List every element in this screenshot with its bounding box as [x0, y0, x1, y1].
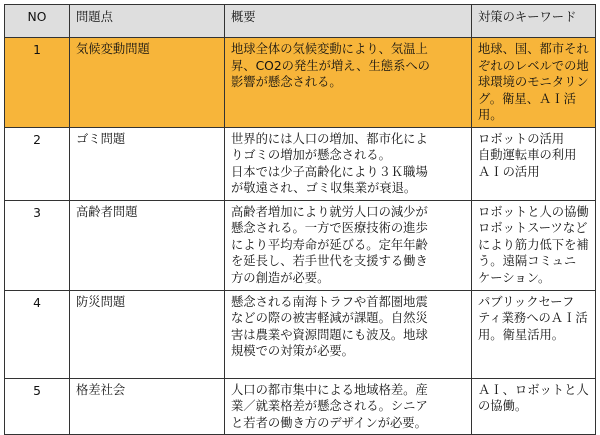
keyword-line: 用。衛星活用。 [478, 327, 565, 342]
issues-table-container [4, 4, 596, 435]
summary-line: 懸念される南海トラフや首都圏地震 [231, 294, 428, 309]
keyword-line: ロボットの活用 [478, 131, 565, 146]
keyword-line: グ。衛星、ＡＩ活用。 [478, 91, 576, 122]
row-summary [225, 38, 472, 128]
summary-line: りゴミの増加が懸念される。 [231, 148, 391, 162]
table-row [5, 378, 596, 435]
row-no: 4 [5, 290, 70, 378]
table-row [5, 290, 596, 378]
row-summary [225, 200, 472, 290]
table-row [5, 200, 596, 290]
summary-line: 規模での対策が必要。 [231, 344, 354, 358]
row-keywords [472, 38, 596, 128]
summary-line: 害は農業や資源問題にも波及。地球 [231, 327, 428, 342]
summary-line: 日本では少子高齢化により３Ｋ職場 [231, 164, 428, 179]
keyword-line: ＡＩ、ロボットと人 [478, 382, 589, 397]
header-keywords: 対策のキーワード [472, 5, 596, 38]
keyword-line: により筋力低下を補 [478, 237, 589, 252]
row-keywords [472, 200, 596, 290]
row-issue: 高齢者問題 [70, 200, 225, 290]
summary-line: 懸念される。一方で医療技術の進歩 [231, 221, 428, 235]
summary-line: 昇、CO2の発生が増え、生態系への [231, 58, 430, 73]
summary-line: 人口の都市集中による地域格差。産 [231, 382, 428, 397]
row-keywords [472, 378, 596, 435]
table-header-row [5, 5, 596, 38]
row-issue: 気候変動問題 [70, 38, 225, 128]
keyword-line: ＡＩの活用 [478, 164, 540, 179]
row-summary [225, 290, 472, 378]
summary-line: と若者の働き方のデザインが必要。 [231, 415, 427, 430]
summary-line: 影響が懸念される。 [231, 75, 342, 89]
row-issue: ゴミ問題 [70, 127, 225, 200]
row-keywords [472, 290, 596, 378]
summary-line: 地球全体の気候変動により、気温上 [231, 42, 428, 56]
summary-line: 高齢者増加により就労人口の減少が [231, 204, 428, 219]
row-no: 3 [5, 200, 70, 290]
header-issue: 問題点 [70, 5, 225, 38]
keyword-line: の協働。 [478, 399, 528, 413]
row-no: 5 [5, 378, 70, 435]
row-summary [225, 127, 472, 200]
table-row [5, 127, 596, 200]
keyword-line: ロボットスーツなど [478, 221, 588, 235]
row-no: 2 [5, 127, 70, 200]
keyword-line: ぞれのレベルでの地 [478, 58, 589, 73]
keyword-line: パブリックセーフ [478, 294, 575, 309]
keyword-line: ケーション。 [478, 270, 551, 285]
header-no: NO [5, 5, 70, 38]
summary-line: 業／就業格差が懸念される。シニア [231, 399, 428, 413]
keyword-line: う。遠隔コミュニ [478, 254, 577, 268]
summary-line: により平均寿命が延びる。定年年齢 [231, 237, 428, 252]
keyword-line: 球環境のモニタリン [478, 75, 589, 89]
summary-line: 方の創造が必要。 [231, 270, 330, 285]
row-issue: 防災問題 [70, 290, 225, 378]
keyword-line: 自動運転車の利用 [478, 148, 577, 162]
issues-table [4, 4, 596, 435]
keyword-line: 地球、国、都市それ [478, 42, 589, 56]
row-no: 1 [5, 38, 70, 128]
row-issue: 格差社会 [70, 378, 225, 435]
summary-line: 世界的には人口の増加、都市化によ [231, 131, 428, 146]
keyword-line: ティ業務へのＡＩ活 [478, 311, 588, 325]
summary-line: などの際の被害軽減が課題。自然災 [231, 311, 428, 325]
header-summary: 概要 [225, 5, 472, 38]
summary-line: が敬遠され、ゴミ収集業が衰退。 [231, 181, 417, 195]
keyword-line: ロボットと人の協働 [478, 204, 589, 219]
table-row [5, 38, 596, 128]
summary-line: を延長し、若手世代を支援する働き [231, 254, 428, 268]
row-keywords [472, 127, 596, 200]
row-summary [225, 378, 472, 435]
